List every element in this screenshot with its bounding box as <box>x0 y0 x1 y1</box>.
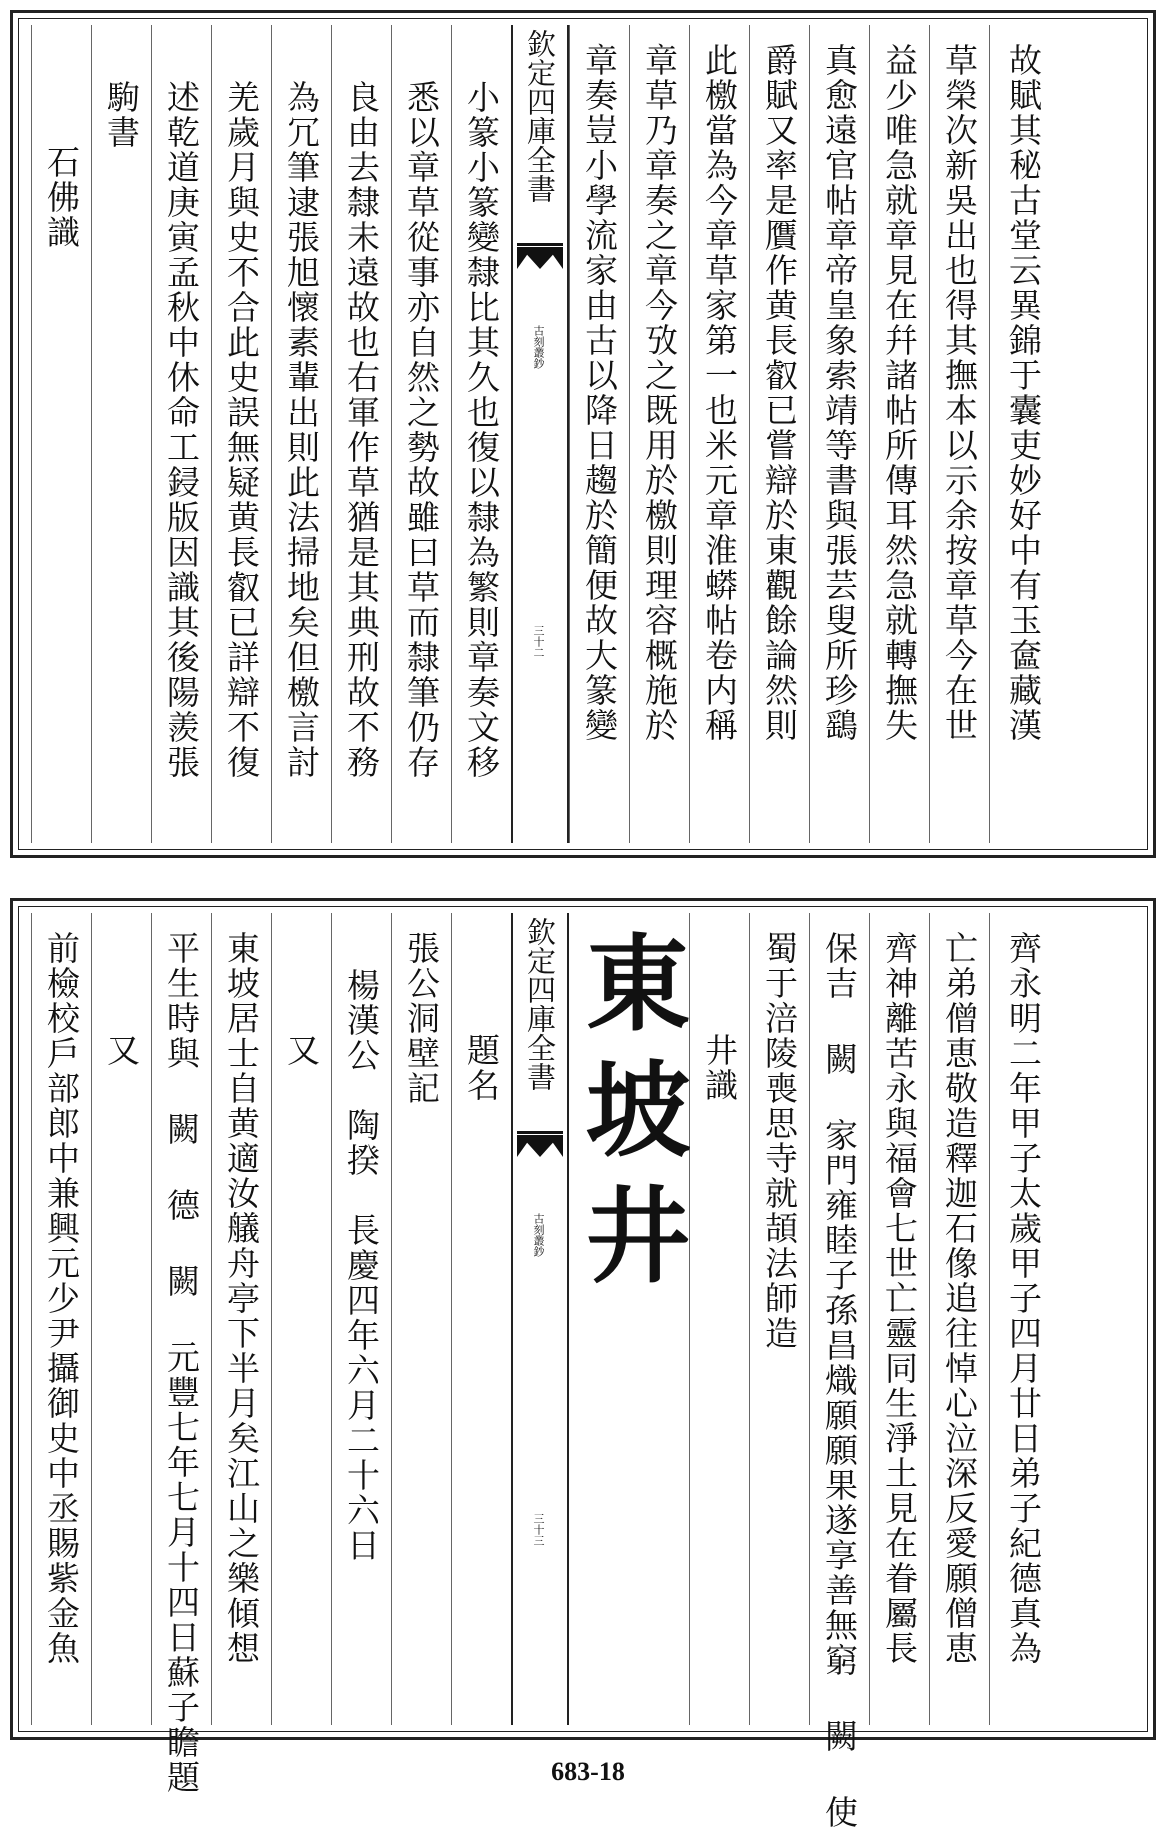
column-text: 蜀于涪陵喪思寺就頡法師造 <box>760 931 799 1351</box>
text-column <box>749 913 809 1725</box>
text-column <box>929 25 989 843</box>
text-column <box>31 913 91 1725</box>
column-text: 楊漢公 陶揆 長慶四年六月二十六日 <box>342 968 381 1563</box>
text-column <box>211 25 271 843</box>
column-text: 東坡居士自黄適汝艤舟亭下半月矣江山之樂傾想 <box>222 931 261 1666</box>
column-text: 爵賦又率是贋作黄長叡已嘗辯於東觀餘論然則 <box>760 43 799 743</box>
column-text: 齊神離苦永與福會七世亡靈同生淨土見在眷屬長 <box>880 931 919 1666</box>
column-text: 亡弟僧恵敬造釋迦石像追往悼心泣深反愛願僧恵 <box>940 931 979 1666</box>
text-column <box>929 913 989 1725</box>
text-column <box>809 25 869 843</box>
text-column <box>331 25 391 843</box>
column-text: 又 <box>102 1033 141 1068</box>
text-column <box>331 913 391 1725</box>
page-number: 683-18 <box>551 1757 625 1786</box>
text-column <box>391 913 451 1725</box>
column-text: 真愈遠官帖章帝皇象索靖等書與張芸叟所珍鷂 <box>820 43 859 743</box>
fish-tail-line <box>517 243 563 246</box>
column-text: 悉以章草從事亦自然之勢故雖曰草而隸筆仍存 <box>402 80 441 780</box>
fish-tail-mark <box>517 247 563 269</box>
seal-script-title: 東坡井 <box>568 929 691 1307</box>
volume-title: 古刻叢鈔 <box>532 1213 545 1257</box>
text-column <box>211 913 271 1725</box>
text-column <box>91 913 151 1725</box>
column-text: 章奏豈小學流家由古以降日趨於簡便故大篆變 <box>580 43 619 743</box>
column-text: 草榮次新吳出也得其撫本以示余按章草今在世 <box>940 43 979 743</box>
text-column <box>391 25 451 843</box>
center-fold <box>511 913 569 1725</box>
center-fold <box>511 25 569 843</box>
column-text: 此檄當為今章草家第一也米元章淮蟒帖卷内稱 <box>700 43 739 743</box>
fish-tail-mark <box>517 1135 563 1157</box>
book-title: 欽定四庫全書 <box>523 917 557 1091</box>
top-page <box>10 10 1156 858</box>
column-text: 良由去隸未遠故也右軍作草猶是其典刑故不務 <box>342 80 381 780</box>
text-column <box>749 25 809 843</box>
text-column <box>271 25 331 843</box>
text-column <box>689 913 749 1725</box>
text-column <box>151 25 211 843</box>
column-text: 保吉 闕 家門雍睦子孫昌熾願願果遂享善無窮 闕 使 <box>820 931 859 1830</box>
text-column <box>689 25 749 843</box>
text-column <box>629 25 689 843</box>
text-column <box>271 913 331 1725</box>
book-title: 欽定四庫全書 <box>523 29 557 203</box>
volume-title: 古刻叢鈔 <box>532 325 545 369</box>
text-column <box>989 913 1053 1725</box>
text-column <box>569 25 629 843</box>
column-text: 又 <box>282 1033 321 1068</box>
text-column <box>31 25 91 843</box>
text-column <box>809 913 869 1830</box>
column-text: 故賦其秘古堂云異錦于囊吏妙好中有玉奩藏漢 <box>1004 43 1043 743</box>
column-text: 章草乃章奏之章今攷之既用於檄則理容概施於 <box>640 43 679 743</box>
text-column <box>151 913 211 1795</box>
text-column <box>91 25 151 843</box>
folio-number: 三十二 <box>532 625 545 658</box>
text-column <box>869 913 929 1725</box>
column-text: 石佛識 <box>42 145 81 250</box>
column-text: 題名 <box>462 1033 501 1103</box>
column-text: 平生時與 闕 德 闕 元豐七年七月十四日蘇子瞻題 <box>162 931 201 1795</box>
column-text: 張公洞壁記 <box>402 931 441 1106</box>
column-text: 小篆小篆變隸比其久也復以隸為繁則章奏文移 <box>462 80 501 780</box>
column-text: 齊永明二年甲子太歲甲子四月廿日弟子紀德真為 <box>1004 931 1043 1666</box>
column-text: 駒書 <box>102 80 141 150</box>
column-text: 述乾道庚寅孟秋中休命工鋟版因識其後陽羨張 <box>162 80 201 780</box>
fish-tail-line <box>517 1131 563 1134</box>
text-column <box>451 913 511 1725</box>
column-text: 前檢校戶部郎中兼興元少尹攝御史中丞賜紫金魚 <box>42 931 81 1666</box>
column-text: 井識 <box>700 1033 739 1103</box>
column-text: 為冗筆逮張旭懷素輩出則此法掃地矣但檄言討 <box>282 80 321 780</box>
text-column <box>989 25 1053 843</box>
column-text: 益少唯急就章見在幷諸帖所傳耳然急就轉撫失 <box>880 43 919 743</box>
text-column <box>869 25 929 843</box>
column-text: 羌歲月與史不合此史誤無疑黄長叡已詳辯不復 <box>222 80 261 780</box>
top-page-frame <box>18 18 1148 850</box>
text-column <box>451 25 511 843</box>
folio-number: 三十三 <box>532 1513 545 1546</box>
